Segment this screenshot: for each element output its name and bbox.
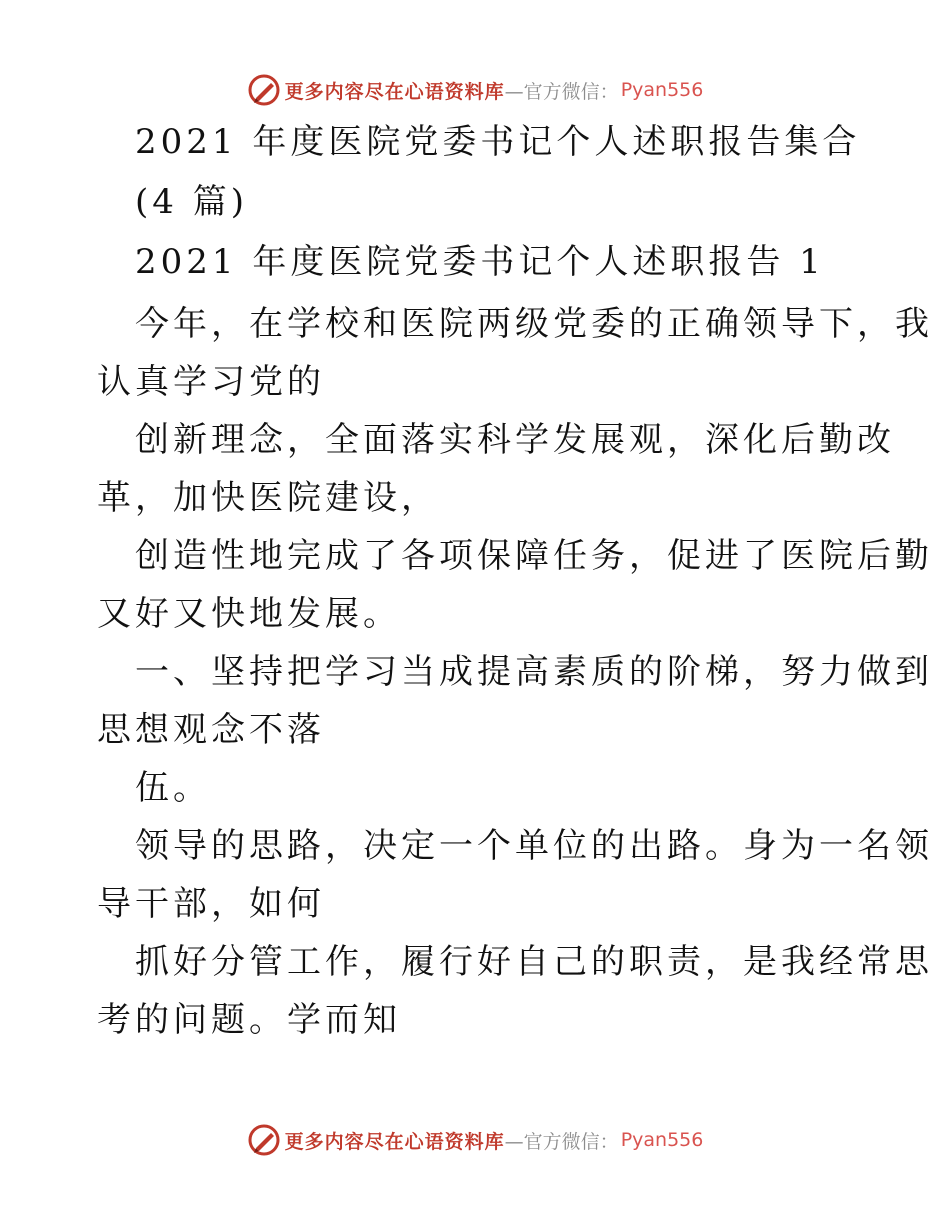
section-heading: 2021 年度医院党委书记个人述职报告 1 [135, 242, 825, 282]
body-line: 思想观念不落 [97, 710, 325, 750]
footer-banner [0, 1118, 950, 1162]
body-line: 导干部，如何 [97, 884, 325, 924]
body-line: 领导的思路，决定一个单位的出路。身为一名领 [135, 826, 933, 866]
body-line: 抓好分管工作，履行好自己的职责，是我经常思 [135, 942, 933, 982]
banner-wechat-label: —官方微信： [504, 1130, 619, 1153]
body-line: 创造性地完成了各项保障任务，促进了医院后勤 [135, 536, 933, 576]
doc-title-line-1: 2021 年度医院党委书记个人述职报告集合 [135, 122, 861, 162]
body-line: 创新理念，全面落实科学发展观，深化后勤改 [135, 420, 895, 460]
doc-title-line-2: (4 篇) [135, 182, 248, 222]
banner-text: 更多内容尽在心语资料库 [284, 80, 505, 103]
banner-text: 更多内容尽在心语资料库 [284, 1130, 505, 1153]
pen-circle-logo-icon [247, 1123, 281, 1157]
header-banner [0, 68, 950, 112]
body-line: 伍。 [135, 768, 211, 808]
body-line: 革，加快医院建设， [97, 478, 439, 518]
body-line: 一、坚持把学习当成提高素质的阶梯，努力做到 [135, 652, 933, 692]
banner-wechat-id: Pyan556 [620, 79, 704, 101]
banner-wechat-id: Pyan556 [620, 1129, 704, 1151]
pen-circle-logo-icon [247, 73, 281, 107]
body-line: 又好又快地发展。 [97, 594, 401, 634]
body-line: 考的问题。学而知 [97, 1000, 401, 1040]
body-line: 认真学习党的 [97, 362, 325, 402]
banner-wechat-label: —官方微信： [504, 80, 619, 103]
body-line: 今年，在学校和医院两级党委的正确领导下，我 [135, 304, 933, 344]
